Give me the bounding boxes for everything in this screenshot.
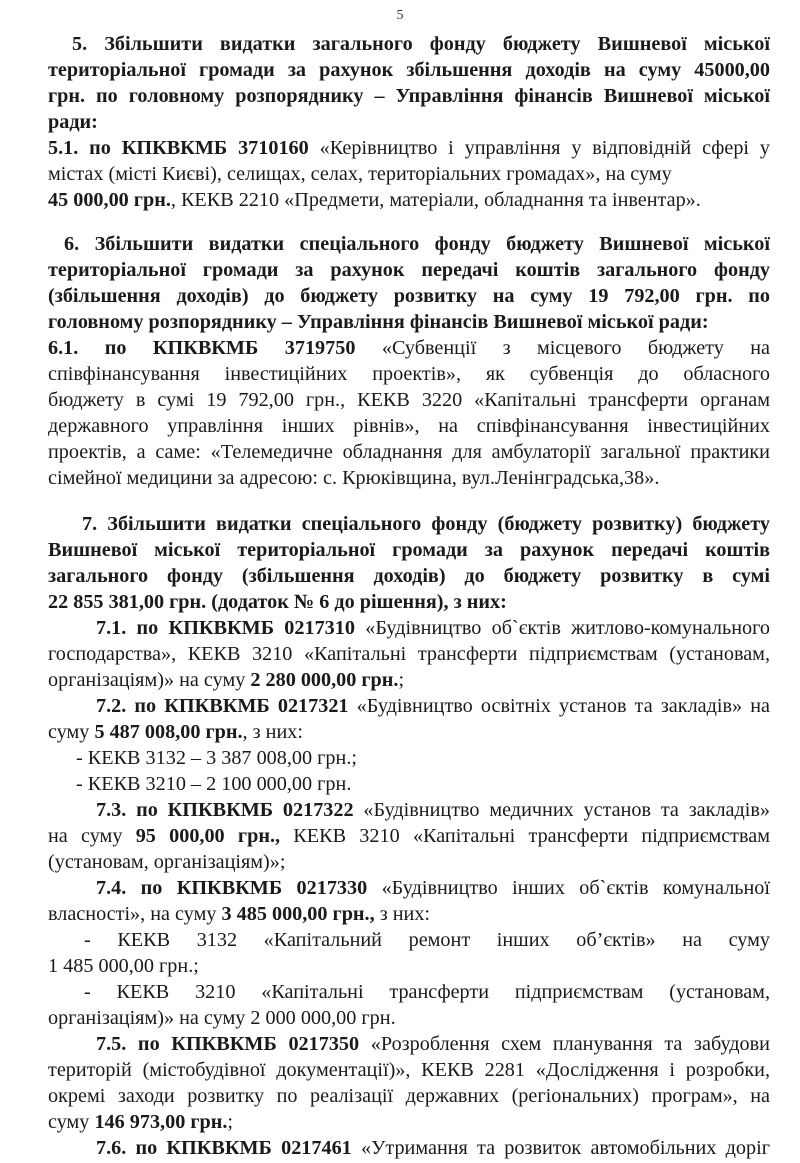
item-text: з них: bbox=[374, 903, 431, 925]
amount: 146 973,00 грн. bbox=[94, 1111, 228, 1133]
sec6-item1-line5: проектів, а саме: «Телемедичне обладнання для амбулаторії загальної практики bbox=[48, 441, 770, 463]
sec6-heading-line3: (збільшення доходів) до бюджету розвитку на суму 19 792,00 грн. по bbox=[48, 285, 770, 307]
kpkvkmb-code: 7.2. по КПКВКМБ 0217321 bbox=[96, 695, 349, 717]
item-text: «Утримання та розвиток автомобільних доріг bbox=[351, 1137, 770, 1159]
item-text: , КЕКВ 2210 «Предмети, матеріали, обладнання та інвентар». bbox=[170, 189, 701, 211]
kpkvkmb-code: 7.6. по КПКВКМБ 0217461 bbox=[96, 1137, 352, 1159]
sec5-heading-line2: територіальної громади за рахунок збільшення доходів на суму 45000,00 bbox=[48, 59, 770, 81]
sec7-item2-line1 bbox=[96, 693, 770, 719]
item-text: «Будівництво об`єктів житлово-комунального bbox=[354, 617, 770, 639]
sec7-item3-line2 bbox=[48, 823, 770, 849]
sec7-item1-line1 bbox=[96, 615, 770, 641]
item-text: власності», на суму bbox=[48, 903, 222, 925]
sec7-item1-line2: господарства», КЕКВ 3210 «Капітальні трансферти підприємствам (установам, bbox=[48, 643, 770, 665]
sec7-heading-line3: загального фонду (збільшення доходів) до бюджету розвитку в сумі bbox=[48, 565, 770, 587]
page-number: 5 bbox=[396, 8, 404, 23]
item-text: організаціям)» на суму bbox=[48, 669, 251, 691]
sec5-heading-line4: ради: bbox=[48, 111, 98, 133]
sec7-heading-line2: Вишневої міської територіальної громади за рахунок передачі коштів bbox=[48, 539, 770, 561]
item-text: «Будівництво медичних установ та закладів» bbox=[353, 799, 770, 821]
sec6-item1-line6: сімейної медицини за адресою: с. Крюківщина, вул.Ленінградська,38». bbox=[48, 467, 660, 489]
sec7-item1-line3 bbox=[48, 667, 770, 693]
sec7-item5-line2: територій (містобудівної документації)», КЕКВ 2281 «Дослідження і розробки, bbox=[48, 1059, 770, 1081]
kpkvkmb-code: 5.1. по КПКВКМБ 3710160 bbox=[48, 137, 309, 159]
amount: 3 485 000,00 грн., bbox=[221, 903, 375, 925]
sec7-item4-sub2-cont: організаціям)» на суму 2 000 000,00 грн. bbox=[48, 1007, 396, 1029]
sec6-heading-line2: територіальної громади за рахунок передачі коштів загального фонду bbox=[48, 259, 770, 281]
sec6-item1-line4: державного управління інших рівнів», на співфінансування інвестиційних bbox=[48, 415, 770, 437]
sec7-item5-line3: окремі заходи розвитку по реалізації державних (регіональних) програм», на bbox=[48, 1085, 770, 1107]
sec7-item4-line2 bbox=[48, 901, 770, 927]
item-text: , з них: bbox=[242, 721, 303, 743]
sec7-item2-sub2: - КЕКВ 3210 – 2 100 000,00 грн. bbox=[76, 773, 352, 795]
item-text: суму bbox=[48, 721, 95, 743]
item-text: ; bbox=[398, 669, 405, 691]
kpkvkmb-code: 6.1. по КПКВКМБ 3719750 bbox=[48, 337, 356, 359]
sec7-item6-line1 bbox=[96, 1135, 770, 1161]
sec5-item1-line3 bbox=[48, 187, 770, 213]
item-text: КЕКВ 3210 «Капітальні трансферти підприємствам bbox=[280, 825, 770, 847]
amount: 95 000,00 грн., bbox=[135, 825, 281, 847]
sec5-item1-line2: містах (місті Києві), селищах, селах, територіальних громадах», на суму bbox=[48, 163, 672, 185]
amount: 45 000,00 грн. bbox=[48, 189, 171, 211]
sec7-item2-sub1: - КЕКВ 3132 – 3 387 008,00 грн.; bbox=[76, 747, 357, 769]
kpkvkmb-code: 7.3. по КПКВКМБ 0217322 bbox=[96, 799, 354, 821]
item-text: «Будівництво інших об`єктів комунальної bbox=[367, 877, 770, 899]
sec7-item2-line2 bbox=[48, 719, 770, 745]
sec6-heading-line4: головному розпоряднику – Управління фінансів Вишневої міської ради: bbox=[48, 311, 709, 333]
sec7-item5-line1 bbox=[96, 1031, 770, 1057]
sec7-heading-line4: 22 855 381,00 грн. (додаток № 6 до рішення), з них: bbox=[48, 591, 507, 613]
sec6-heading-line1: 6. Збільшити видатки спеціального фонду бюджету Вишневої міської bbox=[64, 233, 770, 255]
sec5-item1-line1 bbox=[48, 135, 770, 161]
sec6-item1-line1 bbox=[48, 335, 770, 361]
sec7-item4-sub1: - КЕКВ 3132 «Капітальний ремонт інших об’єктів» на суму bbox=[84, 929, 770, 951]
item-text: «Розроблення схем планування та забудови bbox=[359, 1033, 770, 1055]
item-text: «Субвенції з місцевого бюджету на bbox=[355, 337, 770, 359]
kpkvkmb-code: 7.1. по КПКВКМБ 0217310 bbox=[96, 617, 355, 639]
sec6-item1-line3: бюджету в сумі 19 792,00 грн., КЕКВ 3220 «Капітальні трансферти органам bbox=[48, 389, 770, 411]
sec7-heading-line1: 7. Збільшити видатки спеціального фонду (бюджету розвитку) бюджету bbox=[82, 513, 770, 535]
amount: 2 280 000,00 грн. bbox=[250, 669, 399, 691]
sec7-item5-line4 bbox=[48, 1109, 770, 1135]
item-text: суму bbox=[48, 1111, 95, 1133]
sec5-heading-line3: грн. по головному розпоряднику – Управління фінансів Вишневої міської bbox=[48, 85, 770, 107]
amount: 5 487 008,00 грн. bbox=[94, 721, 243, 743]
sec5-heading-line1: 5. Збільшити видатки загального фонду бюджету Вишневої міської bbox=[72, 33, 770, 55]
item-text: на суму bbox=[48, 825, 136, 847]
sec6-item1-line2: співфінансування інвестиційних проектів», як субвенція до обласного bbox=[48, 363, 770, 385]
item-text: ; bbox=[227, 1111, 234, 1133]
sec7-item3-line3: (установам, організаціям)»; bbox=[48, 851, 286, 873]
kpkvkmb-code: 7.5. по КПКВКМБ 0217350 bbox=[96, 1033, 360, 1055]
kpkvkmb-code: 7.4. по КПКВКМБ 0217330 bbox=[96, 877, 368, 899]
sec7-item3-line1 bbox=[96, 797, 770, 823]
item-text: «Будівництво освітніх установ та закладів» на bbox=[348, 695, 770, 717]
item-text: «Керівництво і управління у відповідній сфері у bbox=[308, 137, 770, 159]
sec7-item4-sub1-cont: 1 485 000,00 грн.; bbox=[48, 955, 199, 977]
sec7-item4-sub2: - КЕКВ 3210 «Капітальні трансферти підприємствам (установам, bbox=[84, 981, 770, 1003]
sec7-item4-line1 bbox=[96, 875, 770, 901]
